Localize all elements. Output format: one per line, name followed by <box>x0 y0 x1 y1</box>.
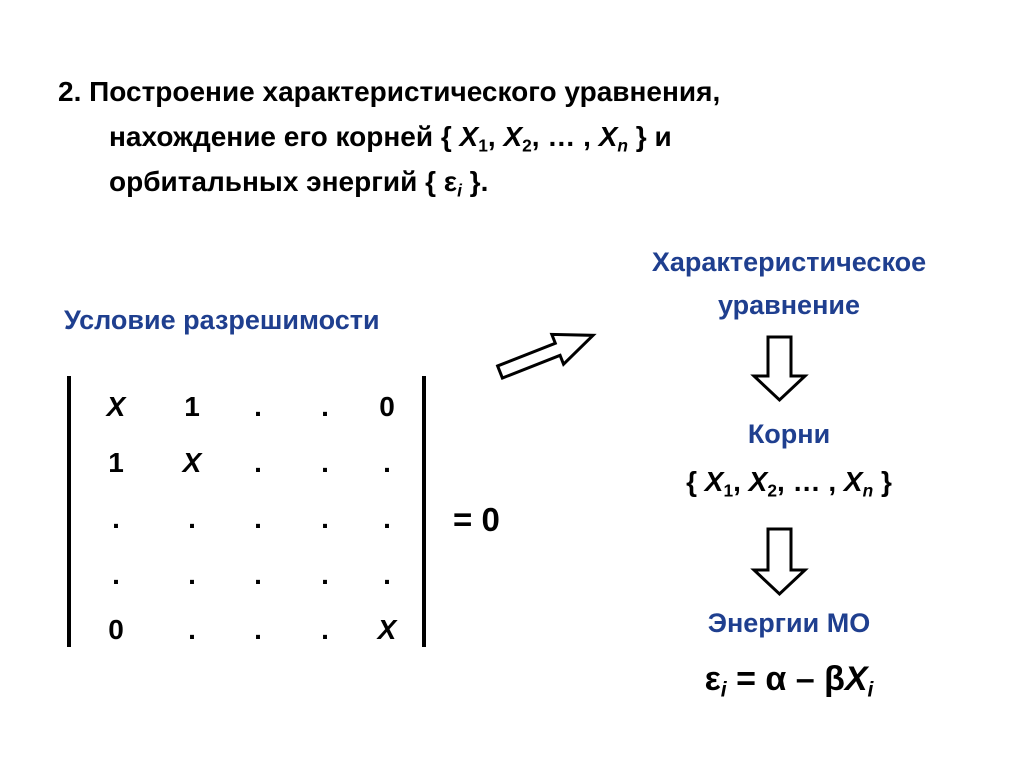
matrix-cell: 1 <box>184 391 200 422</box>
title-line-3: орбитальных энергий { $\varepsilon_i$ }. <box>109 166 489 201</box>
solvability-label: Условие разрешимости <box>64 305 380 335</box>
matrix-cell: 1 <box>108 447 124 478</box>
matrix-cell: . <box>321 503 329 534</box>
matrix-cell: . <box>383 447 391 478</box>
matrix-cell: . <box>254 391 262 422</box>
roots-value: { $X_1$, $X_2$, … , $X_n$ } <box>686 466 892 501</box>
matrix-cell: . <box>188 503 196 534</box>
title-line-1: 2. Построение характеристического уравнения, <box>58 76 721 107</box>
characteristic-equation-line-2: уравнение <box>717 290 860 320</box>
matrix-cell: 0 <box>379 391 395 422</box>
matrix-cell: . <box>254 447 262 478</box>
matrix-cell: . <box>188 559 196 590</box>
matrix-cell: . <box>321 447 329 478</box>
matrix-cell: . <box>254 559 262 590</box>
matrix-cell: X <box>377 614 397 645</box>
matrix-cell: . <box>321 391 329 422</box>
matrix-cell: . <box>112 559 120 590</box>
matrix-cell: X <box>106 391 126 422</box>
matrix-cell: . <box>254 503 262 534</box>
matrix-cell: . <box>112 503 120 534</box>
matrix-cell: . <box>254 614 262 645</box>
matrix-cell: X <box>182 447 202 478</box>
title-line-2: нахождение его корней { $X_1$, $X_2$, … , $X_n$ } и <box>109 121 672 156</box>
matrix-cell: 0 <box>108 614 124 645</box>
roots-label: Корни <box>747 419 831 449</box>
energy-formula: $\varepsilon_i = \alpha - \beta X_i$ <box>704 660 874 702</box>
matrix-cell: . <box>383 559 391 590</box>
equals-zero: = 0 <box>453 501 500 538</box>
characteristic-equation-line-1: Характеристическое <box>651 247 927 277</box>
matrix-cell: . <box>321 614 329 645</box>
matrix-cell: . <box>321 559 329 590</box>
mo-energies-label: Энергии МО <box>707 608 871 638</box>
matrix-cell: . <box>188 614 196 645</box>
matrix-cell: . <box>383 503 391 534</box>
